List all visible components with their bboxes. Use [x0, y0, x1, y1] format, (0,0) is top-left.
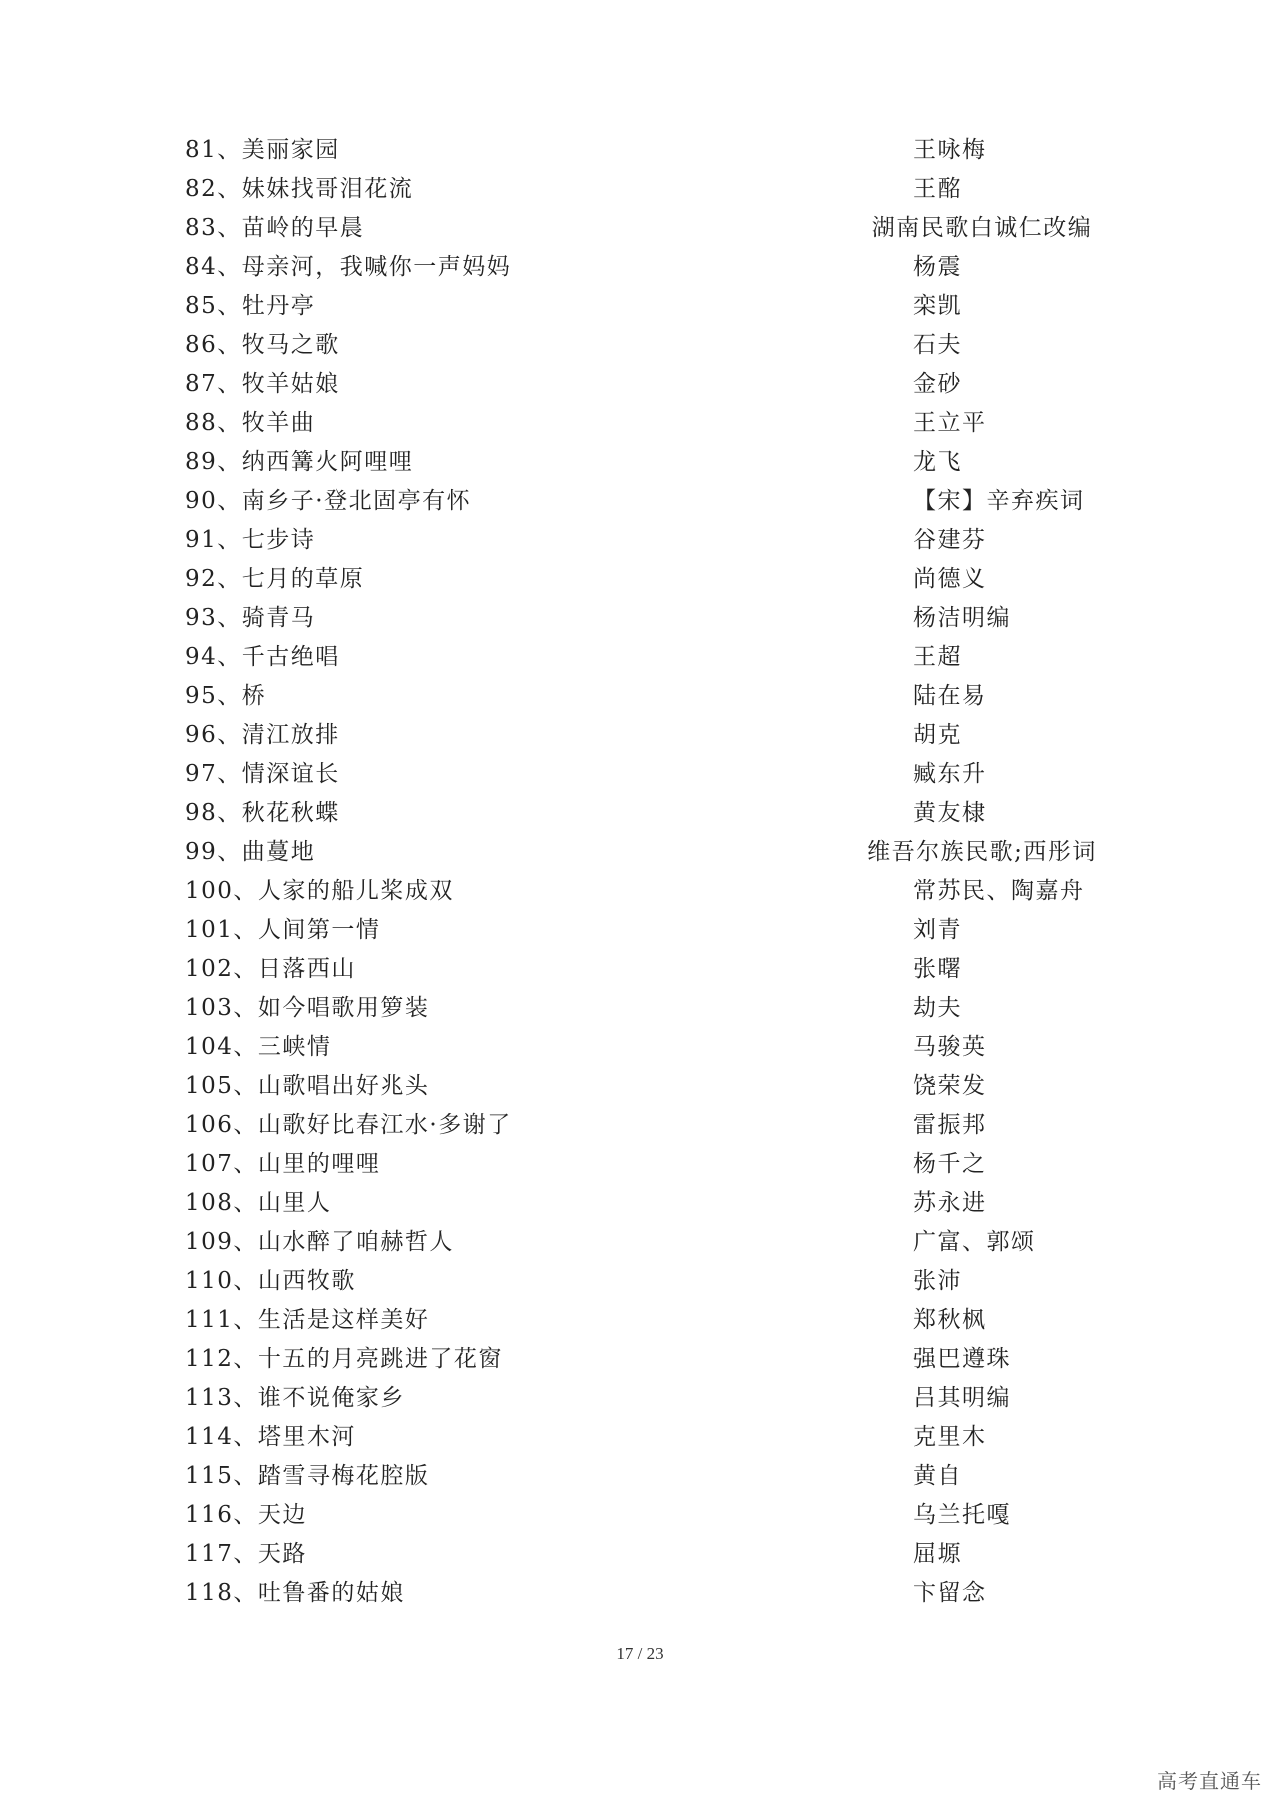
song-title: 96、清江放排 — [185, 722, 340, 748]
song-author: 王酩 — [913, 176, 962, 202]
song-row — [0, 1028, 1280, 1067]
song-row — [0, 482, 1280, 521]
song-author: 臧东升 — [913, 761, 987, 787]
song-author: 劫夫 — [913, 995, 962, 1021]
song-author: 乌兰托嘎 — [913, 1502, 1011, 1528]
song-row — [0, 1418, 1280, 1457]
song-author: 张曙 — [913, 956, 962, 982]
song-title: 92、七月的草原 — [185, 566, 365, 592]
song-title: 93、骑青马 — [185, 605, 316, 631]
song-row — [0, 989, 1280, 1028]
song-row — [0, 1457, 1280, 1496]
song-row — [0, 1067, 1280, 1106]
song-author: 王超 — [913, 644, 962, 670]
song-title: 88、牧羊曲 — [185, 410, 316, 436]
song-title: 83、苗岭的早晨 — [185, 215, 365, 241]
song-author: 马骏英 — [913, 1034, 987, 1060]
song-title: 107、山里的哩哩 — [185, 1151, 381, 1177]
song-title: 111、生活是这样美好 — [185, 1307, 430, 1333]
song-row — [0, 1340, 1280, 1379]
song-author: 金砂 — [913, 371, 962, 397]
song-author: 卞留念 — [913, 1580, 987, 1606]
song-title: 95、桥 — [185, 683, 267, 709]
song-row — [0, 950, 1280, 989]
song-title: 97、情深谊长 — [185, 761, 340, 787]
song-title: 102、日落西山 — [185, 956, 356, 982]
song-author: 龙飞 — [913, 449, 962, 475]
song-row — [0, 248, 1280, 287]
song-row — [0, 1535, 1280, 1574]
song-author: 湖南民歌白诚仁改编 — [871, 215, 1093, 241]
song-row — [0, 1496, 1280, 1535]
song-row — [0, 599, 1280, 638]
song-title: 103、如今唱歌用箩装 — [185, 995, 430, 1021]
song-author: 苏永进 — [913, 1190, 987, 1216]
song-title: 87、牧羊姑娘 — [185, 371, 340, 397]
song-author: 陆在易 — [913, 683, 987, 709]
song-author: 【宋】辛弃疾词 — [913, 488, 1085, 514]
song-author: 饶荣发 — [913, 1073, 987, 1099]
song-author: 广富、郭颂 — [913, 1229, 1036, 1255]
song-title: 115、踏雪寻梅花腔版 — [185, 1463, 430, 1489]
song-row — [0, 326, 1280, 365]
song-row — [0, 1379, 1280, 1418]
song-row — [0, 794, 1280, 833]
song-title: 106、山歌好比春江水·多谢了 — [185, 1112, 512, 1138]
song-row — [0, 755, 1280, 794]
song-title: 90、南乡子·登北固亭有怀 — [185, 488, 472, 514]
song-title: 105、山歌唱出好兆头 — [185, 1073, 430, 1099]
song-author: 强巴遵珠 — [913, 1346, 1011, 1372]
song-row — [0, 1574, 1280, 1613]
song-row — [0, 170, 1280, 209]
song-title: 116、天边 — [185, 1502, 307, 1528]
song-title: 104、三峡情 — [185, 1034, 332, 1060]
song-row — [0, 131, 1280, 170]
song-row — [0, 209, 1280, 248]
song-title: 100、人家的船儿桨成双 — [185, 878, 454, 904]
song-author: 石夫 — [913, 332, 962, 358]
song-author: 栾凯 — [913, 293, 962, 319]
page-number: 17 / 23 — [616, 1644, 664, 1663]
song-title: 101、人间第一情 — [185, 917, 381, 943]
song-row — [0, 911, 1280, 950]
song-author: 谷建芬 — [913, 527, 987, 553]
song-title: 89、纳西篝火阿哩哩 — [185, 449, 414, 475]
song-title: 99、曲蔓地 — [185, 839, 316, 865]
song-author: 胡克 — [913, 722, 962, 748]
song-row — [0, 560, 1280, 599]
song-row — [0, 404, 1280, 443]
song-title: 91、七步诗 — [185, 527, 316, 553]
song-title: 85、牡丹亭 — [185, 293, 316, 319]
song-author: 雷振邦 — [913, 1112, 987, 1138]
song-title: 86、牧马之歌 — [185, 332, 340, 358]
song-title: 108、山里人 — [185, 1190, 332, 1216]
song-author: 杨千之 — [913, 1151, 987, 1177]
song-author: 王立平 — [913, 410, 987, 436]
song-author: 张沛 — [913, 1268, 962, 1294]
song-author: 屈塬 — [913, 1541, 962, 1567]
song-row — [0, 872, 1280, 911]
song-author: 王咏梅 — [913, 137, 987, 163]
song-title: 117、天路 — [185, 1541, 307, 1567]
song-author: 杨洁明编 — [913, 605, 1011, 631]
song-row — [0, 1262, 1280, 1301]
song-row — [0, 1301, 1280, 1340]
song-author: 维吾尔族民歌;西彤词 — [867, 839, 1097, 865]
song-title: 81、美丽家园 — [185, 137, 340, 163]
song-row — [0, 365, 1280, 404]
song-author: 刘青 — [913, 917, 962, 943]
song-title: 94、千古绝唱 — [185, 644, 340, 670]
song-row — [0, 677, 1280, 716]
song-row — [0, 833, 1280, 872]
song-author: 黄自 — [913, 1463, 962, 1489]
song-row — [0, 716, 1280, 755]
song-author: 尚德义 — [913, 566, 987, 592]
song-author: 黄友棣 — [913, 800, 987, 826]
song-author: 吕其明编 — [913, 1385, 1011, 1411]
song-author: 郑秋枫 — [913, 1307, 987, 1333]
song-author: 常苏民、陶嘉舟 — [913, 878, 1085, 904]
song-title: 109、山水醉了咱赫哲人 — [185, 1229, 454, 1255]
song-title: 98、秋花秋蝶 — [185, 800, 340, 826]
song-row — [0, 287, 1280, 326]
song-title: 114、塔里木河 — [185, 1424, 356, 1450]
song-title: 113、谁不说俺家乡 — [185, 1385, 405, 1411]
song-row — [0, 521, 1280, 560]
song-title: 118、吐鲁番的姑娘 — [185, 1580, 405, 1606]
watermark: 高考直通车 — [1157, 1769, 1262, 1793]
song-title: 82、妹妹找哥泪花流 — [185, 176, 414, 202]
song-row — [0, 638, 1280, 677]
song-row — [0, 1145, 1280, 1184]
song-row — [0, 1223, 1280, 1262]
song-title: 110、山西牧歌 — [185, 1268, 356, 1294]
song-list — [0, 131, 1280, 1613]
song-row — [0, 443, 1280, 482]
song-author: 杨震 — [913, 254, 962, 280]
song-title: 84、母亲河，我喊你一声妈妈 — [185, 254, 512, 280]
song-title: 112、十五的月亮跳进了花窗 — [185, 1346, 503, 1372]
song-row — [0, 1106, 1280, 1145]
song-author: 克里木 — [913, 1424, 987, 1450]
song-row — [0, 1184, 1280, 1223]
